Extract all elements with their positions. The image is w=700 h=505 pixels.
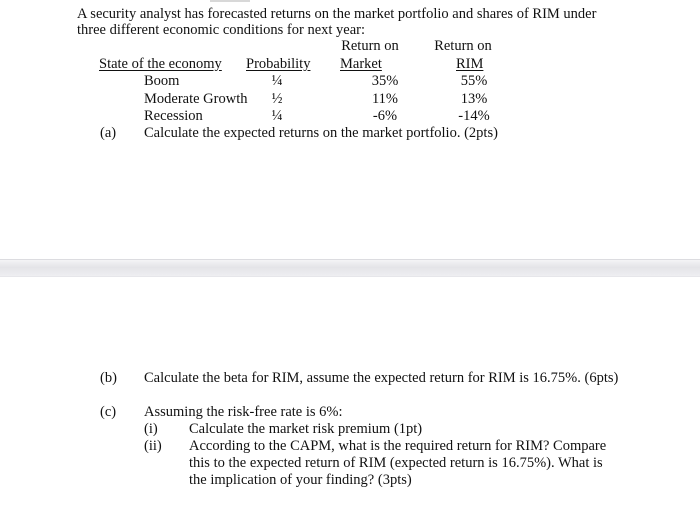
question-c-ii-line-3: the implication of your finding? (3pts) xyxy=(189,472,412,488)
question-a-text: Calculate the expected returns on the market portfolio. (2pts) xyxy=(144,125,498,141)
row-market-return: -6% xyxy=(372,108,398,124)
cropped-text-remnant xyxy=(210,0,250,2)
row-state: Moderate Growth xyxy=(144,91,248,107)
intro-line-2: three different economic conditions for next year: xyxy=(77,22,366,38)
question-b-label: (b) xyxy=(100,370,117,386)
row-market-return: 11% xyxy=(371,91,399,107)
header-rim-top: Return on xyxy=(434,38,492,54)
row-rim-return: 55% xyxy=(460,73,488,89)
question-c-i-text: Calculate the market risk premium (1pt) xyxy=(189,421,423,437)
page-divider xyxy=(0,259,700,277)
row-probability: ½ xyxy=(271,91,283,107)
header-market-bottom: Market xyxy=(340,56,382,72)
header-market-top: Return on xyxy=(341,38,399,54)
question-c-ii-line-2: this to the expected return of RIM (expected return is 16.75%). What is xyxy=(189,455,603,471)
header-probability: Probability xyxy=(246,56,311,72)
question-b-text: Calculate the beta for RIM, assume the expected return for RIM is 16.75%. (6pts) xyxy=(144,370,619,386)
row-rim-return: 13% xyxy=(460,91,488,107)
question-c-text: Assuming the risk-free rate is 6%: xyxy=(144,404,343,420)
question-a-label: (a) xyxy=(100,125,117,141)
header-state: State of the economy xyxy=(99,56,222,72)
intro-line-1: A security analyst has forecasted returns on the market portfolio and shares of RIM under xyxy=(77,6,597,22)
question-c-ii-label: (ii) xyxy=(144,438,162,454)
question-c-i-label: (i) xyxy=(144,421,158,437)
header-rim-bottom: RIM xyxy=(456,56,484,72)
row-rim-return: -14% xyxy=(458,108,490,124)
question-c-label: (c) xyxy=(100,404,117,420)
row-market-return: 35% xyxy=(371,73,399,89)
row-state: Recession xyxy=(144,108,203,124)
row-state: Boom xyxy=(144,73,180,89)
row-probability: ¼ xyxy=(271,108,283,124)
row-probability: ¼ xyxy=(271,73,283,89)
question-c-ii-line-1: According to the CAPM, what is the required return for RIM? Compare xyxy=(189,438,607,454)
